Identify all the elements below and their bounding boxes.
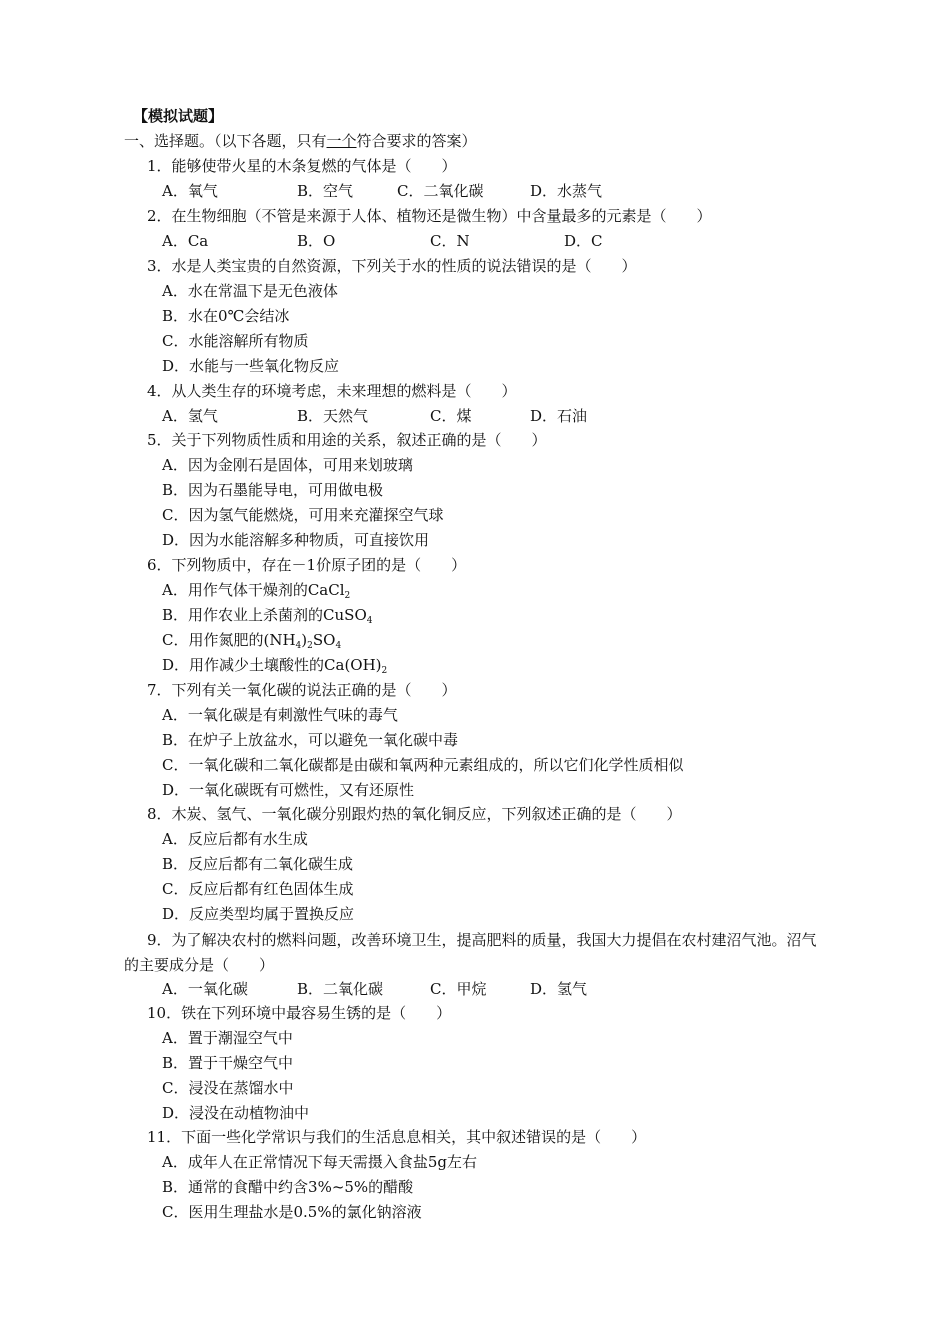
q1-option-c: C．二氧化碳 bbox=[397, 182, 484, 200]
q4-option-c: C．煤 bbox=[430, 407, 472, 425]
q9-option-c: C．甲烷 bbox=[430, 980, 487, 998]
q8-option-a: A．反应后都有水生成 bbox=[162, 830, 308, 848]
q1-option-d: D．水蒸气 bbox=[530, 182, 603, 200]
q3-option-a: A．水在常温下是无色液体 bbox=[162, 282, 338, 300]
q2-option-d: D．C bbox=[564, 232, 603, 250]
q10-option-c: C．浸没在蒸馏水中 bbox=[162, 1079, 294, 1097]
question-5-stem: 5．关于下列物质性质和用途的关系，叙述正确的是（ ） bbox=[147, 431, 547, 449]
q8-option-b: B．反应后都有二氧化碳生成 bbox=[162, 855, 354, 873]
question-10-stem: 10．铁在下列环境中最容易生锈的是（ ） bbox=[147, 1004, 452, 1022]
question-2-stem: 2．在生物细胞（不管是来源于人体、植物还是微生物）中含量最多的元素是（ ） bbox=[147, 207, 712, 225]
q6d-subscript: 2 bbox=[381, 666, 388, 676]
question-8-stem: 8．木炭、氢气、一氧化碳分别跟灼热的氧化铜反应，下列叙述正确的是（ ） bbox=[147, 805, 682, 823]
intro-underlined: 一个 bbox=[326, 132, 357, 150]
q4-option-b: B．天然气 bbox=[297, 407, 369, 425]
q6c-subscript-2: 2 bbox=[307, 641, 313, 651]
q6-option-c bbox=[162, 630, 341, 656]
q6-option-b bbox=[162, 605, 372, 631]
q11-option-b: B．通常的食醋中约含3%~5%的醋酸 bbox=[162, 1178, 414, 1196]
q6b-text: B．用作农业上杀菌剂的CuSO bbox=[162, 606, 367, 624]
q5-option-d: D．因为水能溶解多种物质，可直接饮用 bbox=[162, 531, 430, 549]
intro-text-b: 符合要求的答案） bbox=[356, 132, 477, 150]
q6c-tail-2: SO bbox=[312, 631, 336, 649]
q2-option-b: B．O bbox=[297, 232, 336, 250]
q7-option-b: B．在炉子上放盆水，可以避免一氧化碳中毒 bbox=[162, 731, 459, 749]
q1-option-b: B．空气 bbox=[297, 182, 354, 200]
q3-option-d: D．水能与一些氧化物反应 bbox=[162, 357, 340, 375]
q3-option-c: C．水能溶解所有物质 bbox=[162, 332, 309, 350]
q6c-subscript-3: 4 bbox=[335, 641, 342, 651]
q6-option-a bbox=[162, 580, 350, 606]
q10-option-a: A．置于潮湿空气中 bbox=[162, 1029, 293, 1047]
q1-option-a: A．氧气 bbox=[162, 182, 218, 200]
question-7-stem: 7．下列有关一氧化碳的说法正确的是（ ） bbox=[147, 681, 457, 699]
question-3-stem: 3．水是人类宝贵的自然资源，下列关于水的性质的说法错误的是（ ） bbox=[147, 257, 637, 275]
q5-option-b: B．因为石墨能导电，可用做电极 bbox=[162, 481, 384, 499]
q9-option-a: A．一氧化碳 bbox=[162, 980, 248, 998]
q7-option-d: D．一氧化碳既有可燃性，又有还原性 bbox=[162, 781, 415, 799]
q6-option-d bbox=[162, 655, 387, 681]
q6d-text: D．用作减少土壤酸性的Ca(OH) bbox=[162, 656, 382, 674]
intro-text-a: 一、选择题。（以下各题，只有 bbox=[124, 132, 327, 150]
question-6-stem: 6．下列物质中，存在－1价原子团的是（ ） bbox=[147, 556, 467, 574]
question-4-stem: 4．从人类生存的环境考虑，未来理想的燃料是（ ） bbox=[147, 382, 517, 400]
section-intro bbox=[124, 131, 477, 151]
q5-option-a: A．因为金刚石是固体，可用来划玻璃 bbox=[162, 456, 413, 474]
q4-option-a: A．氢气 bbox=[162, 407, 218, 425]
q7-option-c: C．一氧化碳和二氧化碳都是由碳和氧两种元素组成的，所以它们化学性质相似 bbox=[162, 756, 684, 774]
q2-option-a: A．Ca bbox=[162, 232, 209, 250]
q11-option-c: C．医用生理盐水是0.5%的氯化钠溶液 bbox=[162, 1203, 422, 1221]
question-11-stem: 11．下面一些化学常识与我们的生活息息相关，其中叙述错误的是（ ） bbox=[147, 1128, 647, 1146]
q9-option-d: D．氢气 bbox=[530, 980, 588, 998]
q10-option-d: D．浸没在动植物油中 bbox=[162, 1104, 310, 1122]
q10-option-b: B．置于干燥空气中 bbox=[162, 1054, 294, 1072]
section-title: 【模拟试题】 bbox=[133, 107, 224, 125]
q6c-tail-1: ) bbox=[301, 631, 308, 649]
q9-option-b: B．二氧化碳 bbox=[297, 980, 384, 998]
q6c-subscript-1: 4 bbox=[295, 641, 302, 651]
q6a-subscript: 2 bbox=[344, 591, 351, 601]
q5-option-c: C．因为氢气能燃烧，可用来充灌探空气球 bbox=[162, 506, 444, 524]
q4-option-d: D．石油 bbox=[530, 407, 588, 425]
question-9-stem: 9．为了解决农村的燃料问题，改善环境卫生，提高肥料的质量，我国大力提倡在农村建沼气池。沼气的主要成分是（ ） bbox=[124, 931, 817, 974]
q3-option-b: B．水在0℃会结冰 bbox=[162, 307, 290, 325]
q2-option-c: C．N bbox=[430, 232, 470, 250]
q8-option-d: D．反应类型均属于置换反应 bbox=[162, 905, 355, 923]
question-1-stem: 1．能够使带火星的木条复燃的气体是（ ） bbox=[147, 157, 457, 175]
q11-option-a: A．成年人在正常情况下每天需摄入食盐5g左右 bbox=[162, 1153, 477, 1171]
q6a-text: A．用作气体干燥剂的CaCl bbox=[162, 581, 345, 599]
q7-option-a: A．一氧化碳是有刺激性气味的毒气 bbox=[162, 706, 398, 724]
q6b-subscript: 4 bbox=[366, 616, 373, 626]
q8-option-c: C．反应后都有红色固体生成 bbox=[162, 880, 354, 898]
q6c-text: C．用作氮肥的(NH bbox=[162, 631, 296, 649]
